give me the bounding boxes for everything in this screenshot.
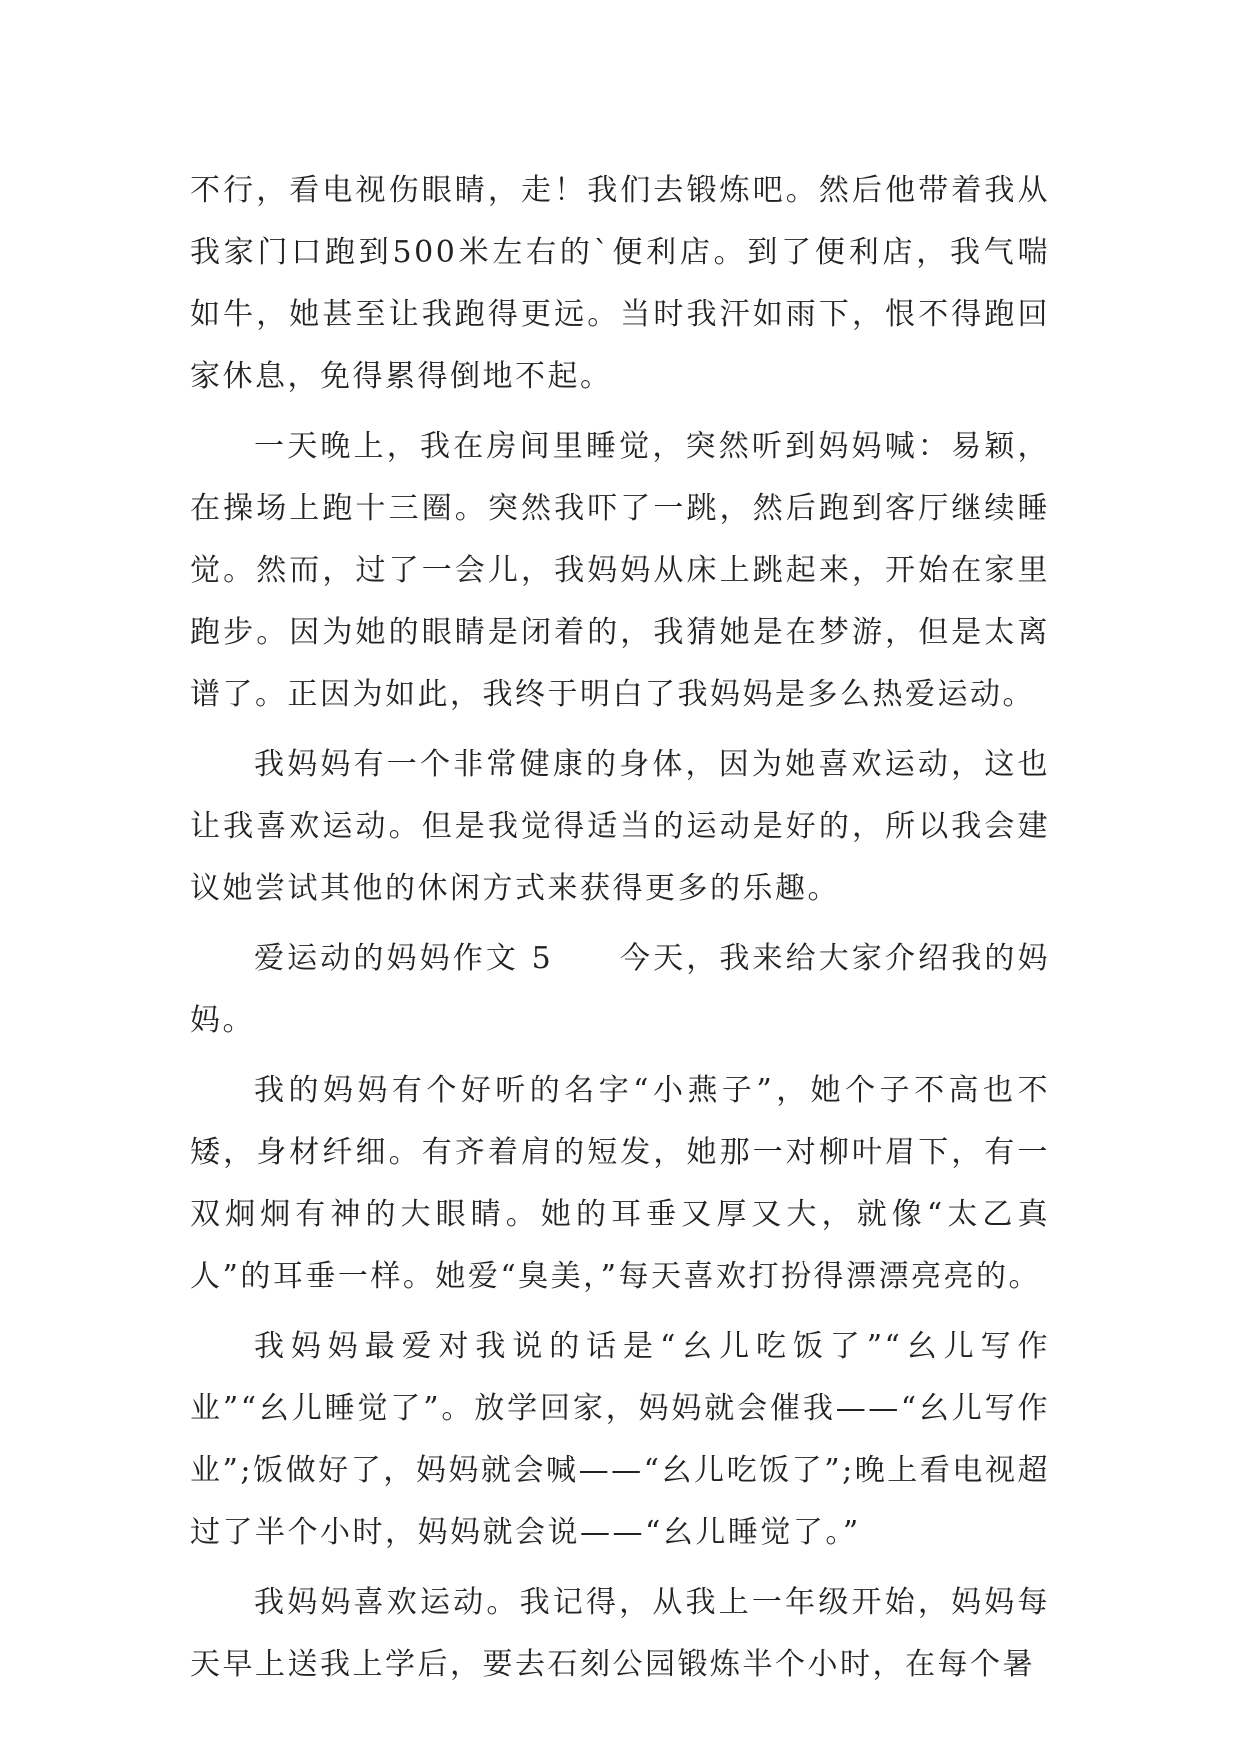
paragraph-5: 我的妈妈有个好听的名字“小燕子”，她个子不高也不矮，身材纤细。有齐着肩的短发，她那一对柳叶眉下，有一双炯炯有神的大眼睛。她的耳垂又厚又大，就像“太乙真人”的耳垂一样。她爱“臭美，”每天喜欢打扮得漂漂亮亮的。 — [190, 1073, 1050, 1294]
paragraph-1: 不行，看电视伤眼睛，走！我们去锻炼吧。然后他带着我从我家门口跑到500米左右的`便利店。到了便利店，我气喘如牛，她甚至让我跑得更远。当时我汗如雨下，恨不得跑回家休息，免得累得倒地不起。 — [190, 173, 1050, 394]
essay-body — [190, 160, 1050, 1704]
paragraph-7: 我妈妈喜欢运动。我记得，从我上一年级开始，妈妈每天早上送我上学后，要去石刻公园锻炼半个小时，在每个暑 — [190, 1585, 1050, 1682]
essay-5-title-paragraph: 爱运动的妈妈作文 5 今天，我来给大家介绍我的妈妈。 — [190, 941, 1050, 1038]
paragraph-6: 我妈妈最爱对我说的话是“幺儿吃饭了”“幺儿写作业”“幺儿睡觉了”。放学回家，妈妈就会催我——“幺儿写作业”;饭做好了，妈妈就会喊——“幺儿吃饭了”;晚上看电视超过了半个小时，妈妈就会说——“幺儿睡觉了。” — [190, 1329, 1050, 1550]
paragraph-3: 我妈妈有一个非常健康的身体，因为她喜欢运动，这也让我喜欢运动。但是我觉得适当的运动是好的，所以我会建议她尝试其他的休闲方式来获得更多的乐趣。 — [190, 747, 1050, 906]
paragraph-2: 一天晚上，我在房间里睡觉，突然听到妈妈喊：易颖，在操场上跑十三圈。突然我吓了一跳，然后跑到客厅继续睡觉。然而，过了一会儿，我妈妈从床上跳起来，开始在家里跑步。因为她的眼睛是闭着的，我猜她是在梦游，但是太离谱了。正因为如此，我终于明白了我妈妈是多么热爱运动。 — [190, 429, 1050, 712]
